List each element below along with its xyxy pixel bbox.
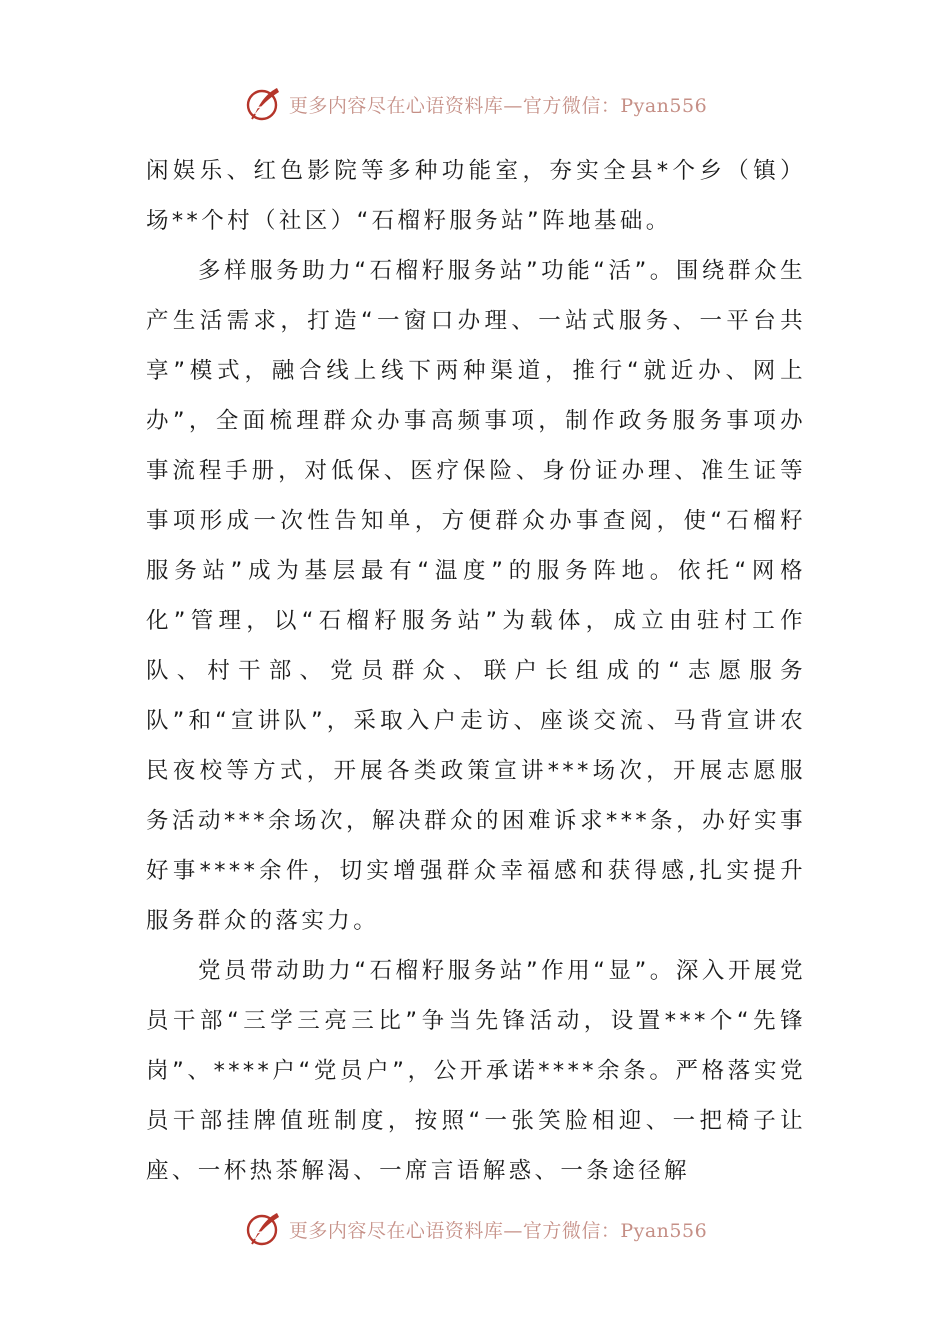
paragraph-2: 多样服务助力“石榴籽服务站”功能“活”。围绕群众生产生活需求，打造“一窗口办理、一站式服务、一平台共享”模式，融合线上线下两种渠道，推行“就近办、网上办”，全面梳理群众办事高频事项，制作政务服务事项办事流程手册，对低保、医疗保险、身份证办理、准生证等事项形成一次性告知单，方便群众办事查阅，使“石榴籽服务站”成为基层最有“温度”的服务阵地。依托“网格化”管理，以“石榴籽服务站”为载体，成立由驻村工作队、村干部、党员群众、联户长组成的“志愿服务队”和“宣讲队”，采取入户走访、座谈交流、马背宣讲农民夜校等方式，开展各类政策宣讲***场次，开展志愿服务活动***余场次，解决群众的困难诉求***条，办好实事好事****余件，切实增强群众幸福感和获得感,扎实提升服务群众的落实力。 bbox=[146, 258, 806, 934]
quill-pen-logo-icon bbox=[243, 84, 283, 124]
footer-banner bbox=[0, 1209, 950, 1249]
header-banner-text: 更多内容尽在心语资料库—官方微信：Pyan556 bbox=[288, 94, 708, 117]
document-body bbox=[146, 146, 806, 1196]
paragraph-3: 党员带动助力“石榴籽服务站”作用“显”。深入开展党员干部“三学三亮三比”争当先锋活动，设置***个“先锋岗”、****户“党员户”，公开承诺****余条。严格落实党员干部挂牌值班制度，按照“一张笑脸相迎、一把椅子让座、一杯热茶解渴、一席言语解惑、一条途径解 bbox=[146, 958, 806, 1184]
quill-pen-logo-icon bbox=[243, 1209, 283, 1249]
paragraph-1: 闲娱乐、红色影院等多种功能室，夯实全县*个乡（镇）场**个村（社区）“石榴籽服务站”阵地基础。 bbox=[146, 158, 806, 234]
header-banner bbox=[0, 84, 950, 124]
footer-banner-text: 更多内容尽在心语资料库—官方微信：Pyan556 bbox=[288, 1219, 708, 1242]
